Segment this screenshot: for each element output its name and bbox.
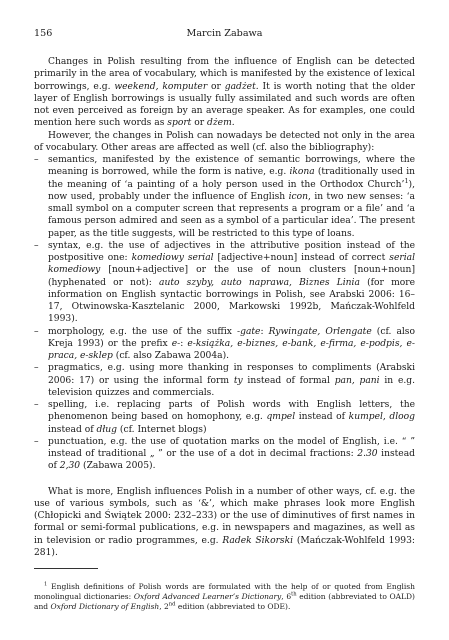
list-dash: – <box>34 326 39 337</box>
list-item-semantics: – semantics, manifested by the existence of semantic borrowings, where the meaning is borrowed, while the form is native, e.g. ikona (traditionally used in the meaning of ‘a painting of a holy person used in the Orthodox Church’$^1$), now used, probably under the influence of English icon, in two new senses: ‘a small symbol on a computer screen that represents a program or a file’ and ‘a famous person admired and seen as a symbol of a particular idea’. The present paper, as the title suggests, will be restricted to this type of loans. <box>34 155 415 239</box>
footnote-mark: 1 <box>44 581 48 587</box>
list-dash: – <box>34 436 39 447</box>
list-item-syntax: – syntax, e.g. the use of adjectives in the attributive position instead of the postpositive one: komediowy serial [adjective+noun] instead of correct serial komediowy [noun+adjective] or the use of noun clusters [noun+noun] (hyphenated or not): auto szyby, auto naprawa, Biznes Linia (for more information on English syntactic borrowings in Polish, see Arabski 2006: 16–17, Otwinowska-Kasztelanic 2000, Markowski 1992b, Mańczak-Wohlfeld 1993). <box>34 240 416 325</box>
paragraph-gap <box>34 473 415 486</box>
list-dash: – <box>34 400 39 410</box>
paragraph-areas: However, the changes in Polish can nowadays be detected not only in the area of vocabulary. Other areas are affected as well (cf. also the bibliography): <box>34 130 415 153</box>
footnote-rule <box>34 568 98 569</box>
running-header <box>34 28 415 42</box>
paragraph-other-ways: What is more, English influences Polish in a number of other ways, cf. e.g. the use of various symbols, such as ‘&’, which make phrases look more English (Chłopicki and Świątek 2000: 232–233) or the use of diminutives of first names in formal or semi-formal publications, e.g. in newspapers and magazines, as well as in television or radio programmes, e.g. Radek Sikorski (Mańczak-Wohlfeld 1993: 281). <box>34 486 415 558</box>
footnote-ref: 1 <box>404 176 409 185</box>
list-dash: – <box>34 240 39 251</box>
running-author: Marcin Zabawa <box>186 28 263 39</box>
list-dash: – <box>34 363 39 374</box>
footnote: $^1$ English definitions of Polish words are formulated with the help of or quoted from English monolingual dictionaries: Oxford Advanced Learner’s Dictionary, 6th edition (abbreviated to OALD) and Oxford Dictionary of English, 2nd edition (abbreviated to ODE). <box>34 581 415 612</box>
body-text <box>34 56 415 559</box>
paragraph-intro: Changes in Polish resulting from the influence of English can be detected primarily in the area of vocabulary, which is manifested by the existence of lexical borrowings, e.g. weekend, komputer or gadżet. It is worth noting that the older layer of English borrowings is usually fully assimilated and such words are often not even perceived as foreign by an average speaker. As for examples, one could mention here such words as sport or dżem. <box>34 57 415 129</box>
list-item-pragmatics: – pragmatics, e.g. using more thanking in responses to compliments (Arabski 2006: 17) or using the informal form ty instead of formal pan, pani in e.g. television quizzes and commercials. <box>34 363 415 398</box>
list-dash: – <box>34 155 39 165</box>
list-item-punctuation: – punctuation, e.g. the use of quotation marks on the model of English, i.e. “ ” instead of traditional „ ” or the use of a dot in decimal fractions: 2.30 instead of 2,30 (Zabawa 2005). <box>34 436 415 472</box>
list-item-spelling: – spelling, i.e. replacing parts of Polish words with English letters, the phenomenon being based on homophony, e.g. qmpel instead of kumpel, dloog instead of dług (cf. Internet blogs) <box>34 400 416 435</box>
list-item-morphology: – morphology, e.g. the use of the suffix -gate: Rywingate, Orlengate (cf. also Kreja 1993) or the prefix e-: e-książka, e-biznes, e-bank, e-firma, e-podpis, e-praca, e-sklep (cf. also Zabawa 2004a). <box>34 326 415 361</box>
page-number: 156 <box>34 28 53 39</box>
page <box>34 0 415 640</box>
